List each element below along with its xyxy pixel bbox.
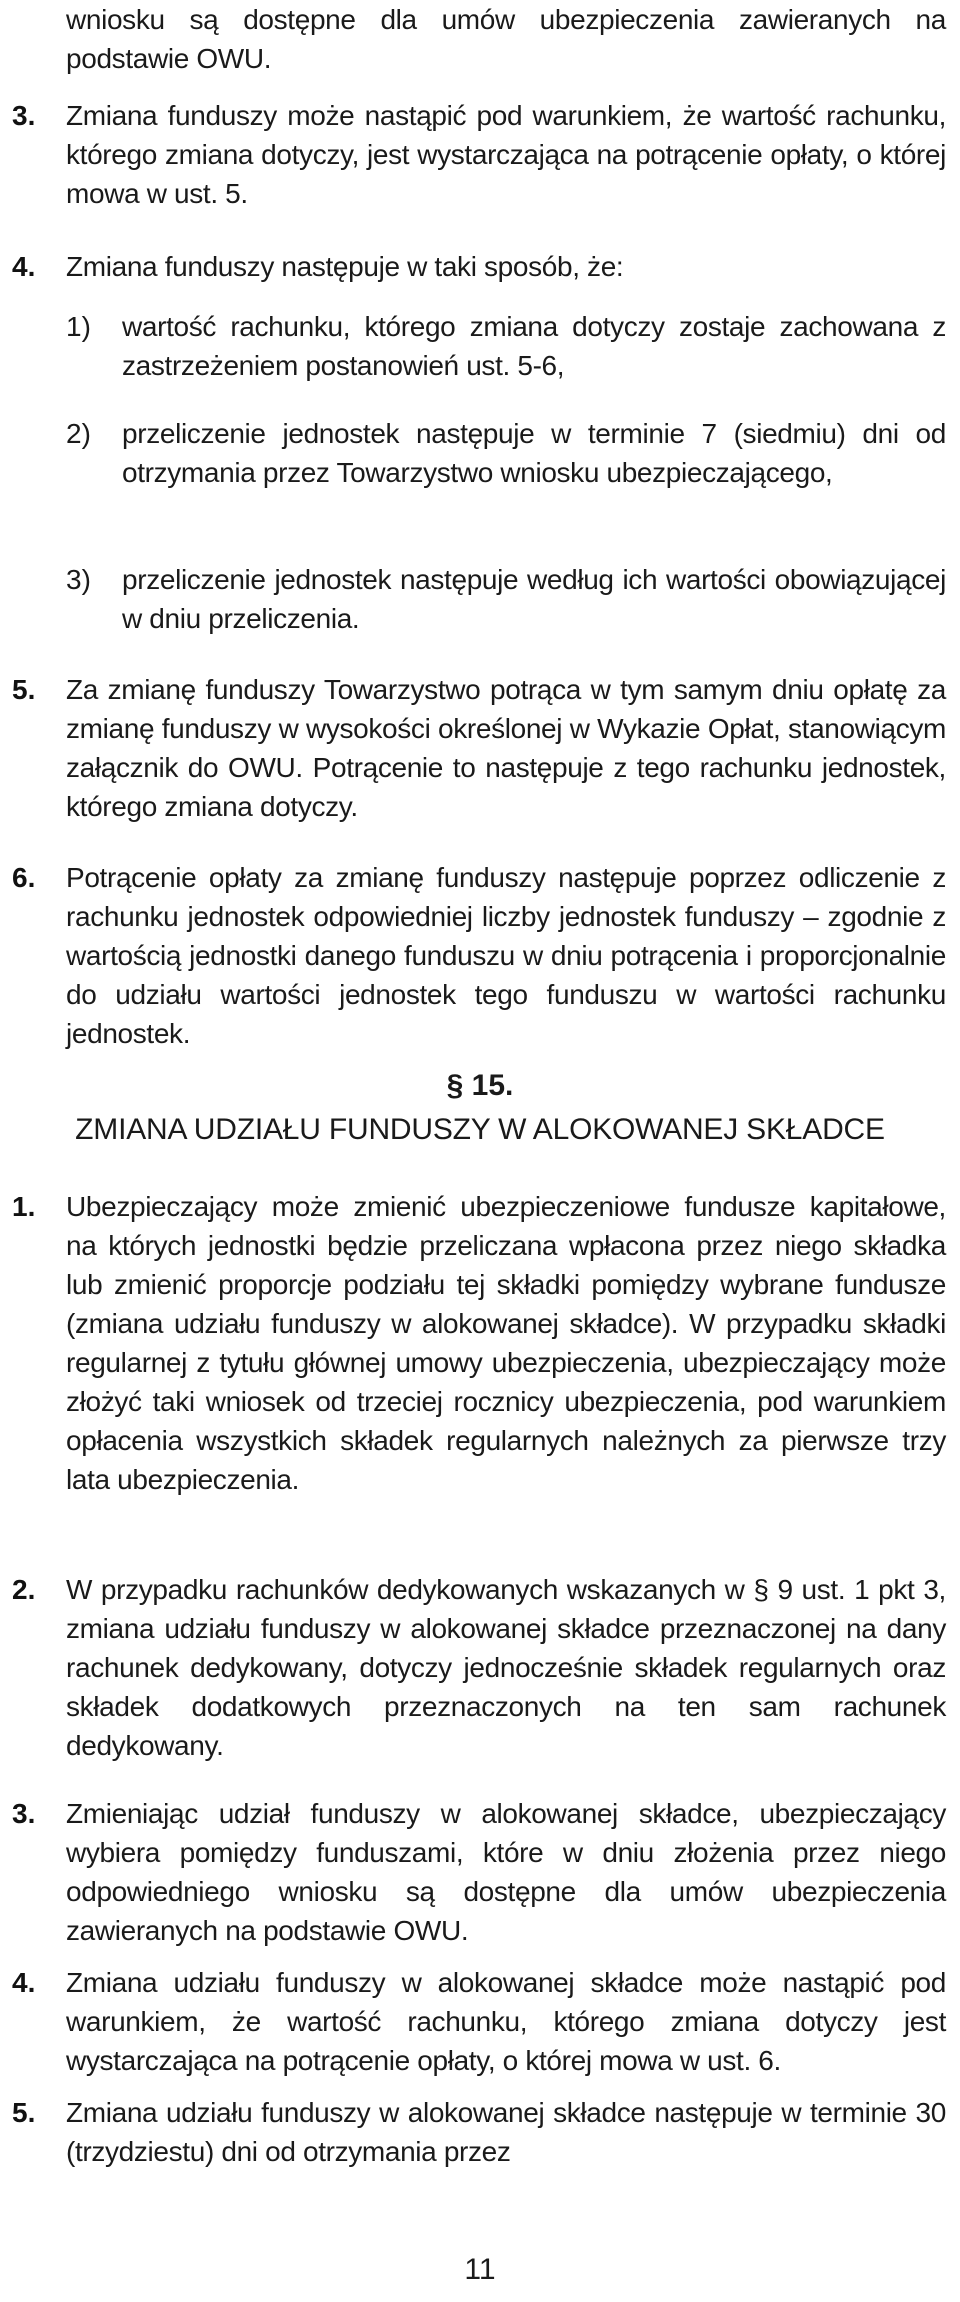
subpoint-number: 2): [66, 418, 91, 449]
subpoint-number: 1): [66, 311, 91, 342]
point-number: 5.: [12, 674, 36, 705]
point-text: Zmiana udziału funduszy w alokowanej składce może nastąpić pod warunkiem, że wartość rachunku, którego zmiana dotyczy jest wystarczająca na potrącenie opłaty, o której mowa w ust. 6.: [66, 1967, 946, 2076]
section-number: § 15.: [446, 1069, 514, 1102]
page-number: 11: [464, 2253, 496, 2286]
point-text: Zmiana funduszy następuje w taki sposób, że:: [66, 251, 624, 282]
point-text: Za zmianę funduszy Towarzystwo potrąca w tym samym dniu opłatę za zmianę funduszy w wysokości określonej w Wykazie Opłat, stanowiącym załącznik do OWU. Potrącenie to następuje z tego rachunku jednostek, którego zmiana dotyczy.: [66, 674, 946, 822]
point-text: Ubezpieczający może zmienić ubezpieczeniowe fundusze kapitałowe, na których jednostki będzie przeliczana wpłacona przez niego składka lub zmienić proporcje podziału tej składki pomiędzy wybrane fundusze (zmiana udziału funduszy w alokowanej składce). W przypadku składki regularnej z tytułu głównej umowy ubezpieczenia, ubezpieczający może złożyć taki wniosek od trzeciej rocznicy ubezpieczenia, pod warunkiem opłacenia wszystkich składek regularnych należnych za pierwsze trzy lata ubezpieczenia.: [66, 1191, 946, 1495]
subpoint-number: 3): [66, 564, 91, 595]
point-number: 5.: [12, 2097, 36, 2128]
section-title: ZMIANA UDZIAŁU FUNDUSZY W ALOKOWANEJ SKŁADCE: [75, 1113, 885, 1146]
point-number: 2.: [12, 1574, 36, 1605]
subpoint-text: przeliczenie jednostek następuje według ich wartości obowiązującej w dniu przeliczenia.: [122, 564, 946, 634]
point-number: 1.: [12, 1191, 36, 1222]
point-text: Potrącenie opłaty za zmianę funduszy następuje poprzez odliczenie z rachunku jednostek odpowiedniej liczby jednostek funduszy – zgodnie z wartością jednostki danego funduszu w dniu potrącenia i proporcjonalnie do udziału wartości jednostek tego funduszu w wartości rachunku jednostek.: [66, 862, 946, 1049]
point-text: Zmiana udziału funduszy w alokowanej składce następuje w terminie 30 (trzydziestu) dni od otrzymania przez: [66, 2097, 946, 2167]
subpoint-text: przeliczenie jednostek następuje w terminie 7 (siedmiu) dni od otrzymania przez Towarzystwo wniosku ubezpieczającego,: [122, 418, 946, 488]
point-number: 6.: [12, 862, 36, 893]
subpoint-text: wartość rachunku, którego zmiana dotyczy zostaje zachowana z zastrzeżeniem postanowień ust. 5-6,: [122, 311, 946, 381]
point-number: 3.: [12, 1798, 36, 1829]
continuation-text: wniosku są dostępne dla umów ubezpieczenia zawieranych na podstawie OWU.: [66, 4, 946, 74]
point-number: 4.: [12, 1967, 36, 1998]
point-number: 3.: [12, 100, 36, 131]
point-number: 4.: [12, 251, 36, 282]
point-text: Zmieniając udział funduszy w alokowanej składce, ubezpieczający wybiera pomiędzy funduszami, które w dniu złożenia przez niego odpowiedniego wniosku są dostępne dla umów ubezpieczenia zawieranych na podstawie OWU.: [66, 1798, 946, 1946]
point-text: Zmiana funduszy może nastąpić pod warunkiem, że wartość rachunku, którego zmiana dotyczy, jest wystarczająca na potrącenie opłaty, o której mowa w ust. 5.: [66, 100, 946, 209]
point-text: W przypadku rachunków dedykowanych wskazanych w § 9 ust. 1 pkt 3, zmiana udziału funduszy w alokowanej składce przeznaczonej na dany rachunek dedykowany, dotyczy jednocześnie składek regularnych oraz składek dodatkowych przeznaczonych na ten sam rachunek dedykowany.: [66, 1574, 946, 1761]
